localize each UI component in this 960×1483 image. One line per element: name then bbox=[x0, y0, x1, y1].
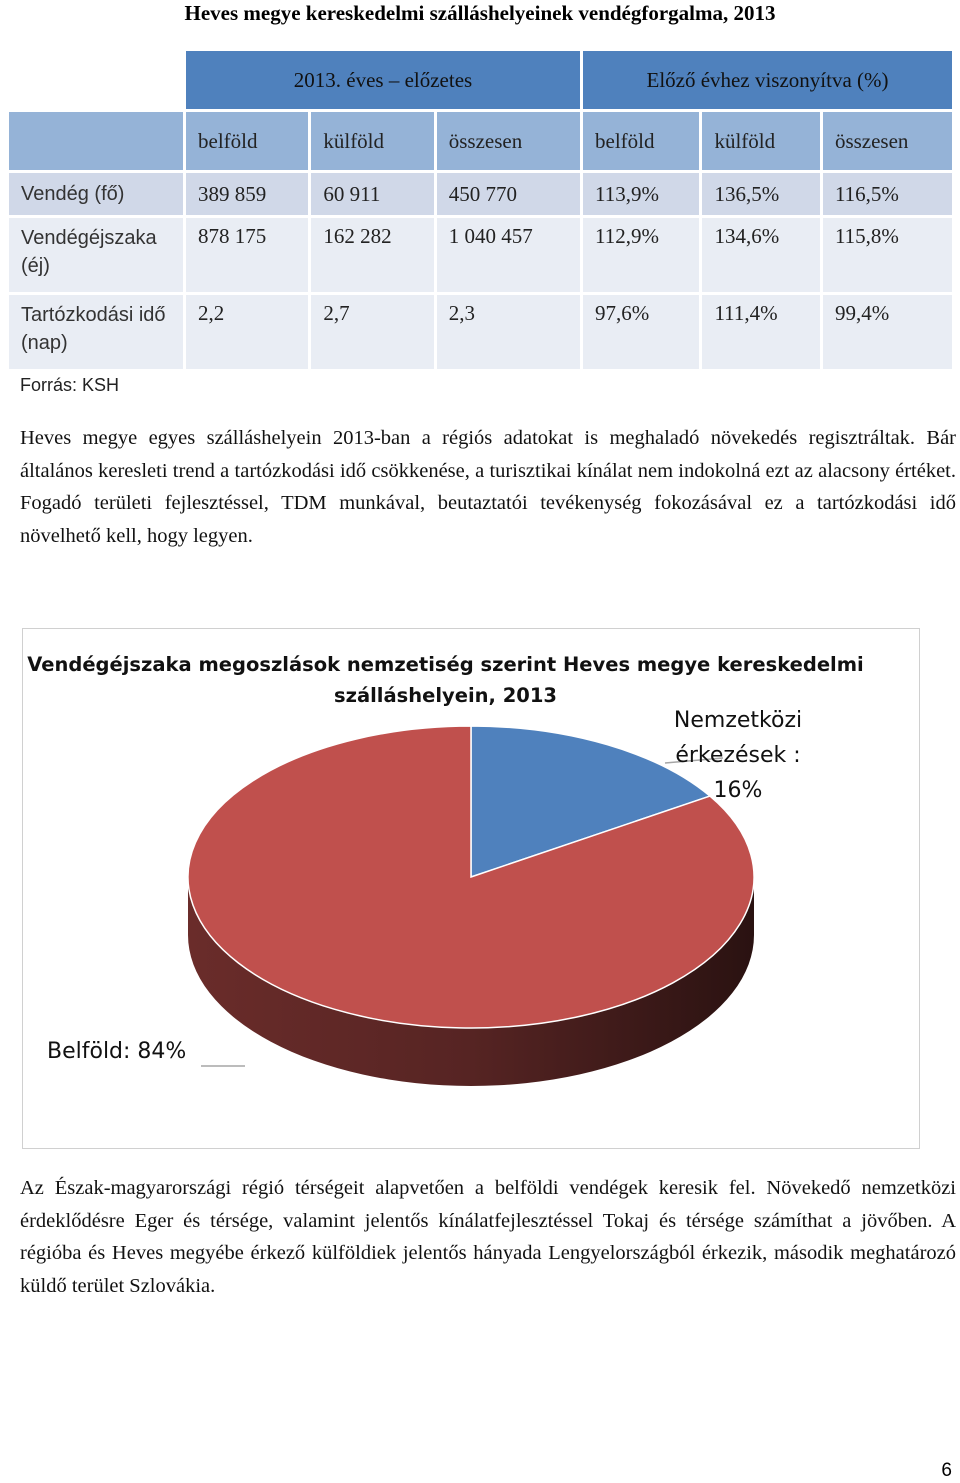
sub-header-foreign-pct: külföld bbox=[702, 112, 819, 170]
table-cell: 2,3 bbox=[437, 295, 580, 369]
header-2013-preliminary: 2013. éves – előzetes bbox=[186, 51, 580, 109]
table-cell: 112,9% bbox=[583, 218, 699, 292]
guest-traffic-table bbox=[6, 48, 955, 372]
table-cell: 60 911 bbox=[311, 173, 433, 215]
page-number: 6 bbox=[941, 1460, 952, 1481]
table-cell: 136,5% bbox=[702, 173, 819, 215]
sub-header-domestic-pct: belföld bbox=[583, 112, 699, 170]
table-cell: 134,6% bbox=[702, 218, 819, 292]
chart-title: Vendégéjszaka megoszlások nemzetiség szerint Heves megye kereskedelmi szálláshelyein, 2013 bbox=[27, 653, 864, 707]
table-cell: 97,6% bbox=[583, 295, 699, 369]
table-cell: 111,4% bbox=[702, 295, 819, 369]
table-cell: 113,9% bbox=[583, 173, 699, 215]
slice-label-domestic: Belföld: 84% bbox=[47, 1039, 187, 1064]
table-cell: 116,5% bbox=[823, 173, 952, 215]
table-sub-header-row bbox=[9, 112, 952, 170]
table-cell: 99,4% bbox=[823, 295, 952, 369]
sub-header-domestic: belföld bbox=[186, 112, 308, 170]
table-source: Forrás: KSH bbox=[20, 375, 120, 395]
page-title: Heves megye kereskedelmi szálláshelyeinek vendégforgalma, 2013 bbox=[184, 1, 776, 25]
sub-header-total: összesen bbox=[437, 112, 580, 170]
table-cell: 162 282 bbox=[311, 218, 433, 292]
table-cell: 2,7 bbox=[311, 295, 433, 369]
row-label: Vendégéjszaka (éj) bbox=[9, 218, 183, 292]
table-cell: 389 859 bbox=[186, 173, 308, 215]
paragraph-growth: Heves megye egyes szálláshelyein 2013-ban a régiós adatokat is meghaladó növekedés regisztráltak. Bár általános keresleti trend a tartózkodási idő csökkenése, a turisztikai kínálat nem indokolná ezt az alacsony értéket. Fogadó területi fejlesztéssel, TDM munkával, beutaztatói tevékenység fokozásával ez a tartózkodási idő növelhető kell, hogy legyen. bbox=[20, 427, 956, 547]
sub-header-total-pct: összesen bbox=[823, 112, 952, 170]
table-cell: 2,2 bbox=[186, 295, 308, 369]
table-cell: 878 175 bbox=[186, 218, 308, 292]
table-corner-cell bbox=[9, 51, 183, 109]
table-sub-corner-cell bbox=[9, 112, 183, 170]
table-row bbox=[9, 173, 952, 215]
table-row bbox=[9, 295, 952, 369]
sub-header-foreign: külföld bbox=[311, 112, 433, 170]
table-cell: 450 770 bbox=[437, 173, 580, 215]
paragraph-region: Az Észak-magyarországi régió térségeit alapvetően a belföldi vendégek keresik fel. Növekedő nemzetközi érdeklődésre Eger és térsége, valamint jelentős kínálatfejlesztéssel Tokaj és térsége számíthat a jövőben. A régióba és Heves megyébe érkező külföldiek jelentős hányada Lengyelországból érkezik, második meghatározó küldő terület Szlovákia. bbox=[20, 1177, 956, 1297]
header-previous-year-ratio: Előző évhez viszonyítva (%) bbox=[583, 51, 952, 109]
table-cell: 115,8% bbox=[823, 218, 952, 292]
row-label: Vendég (fő) bbox=[9, 173, 183, 215]
table-group-header-row bbox=[9, 51, 952, 109]
table-cell: 1 040 457 bbox=[437, 218, 580, 292]
slice-label-international: Nemzetközi érkezések : 16% bbox=[673, 708, 803, 803]
pie-chart bbox=[22, 628, 920, 1149]
row-label: Tartózkodási idő (nap) bbox=[9, 295, 183, 369]
table-row bbox=[9, 218, 952, 292]
